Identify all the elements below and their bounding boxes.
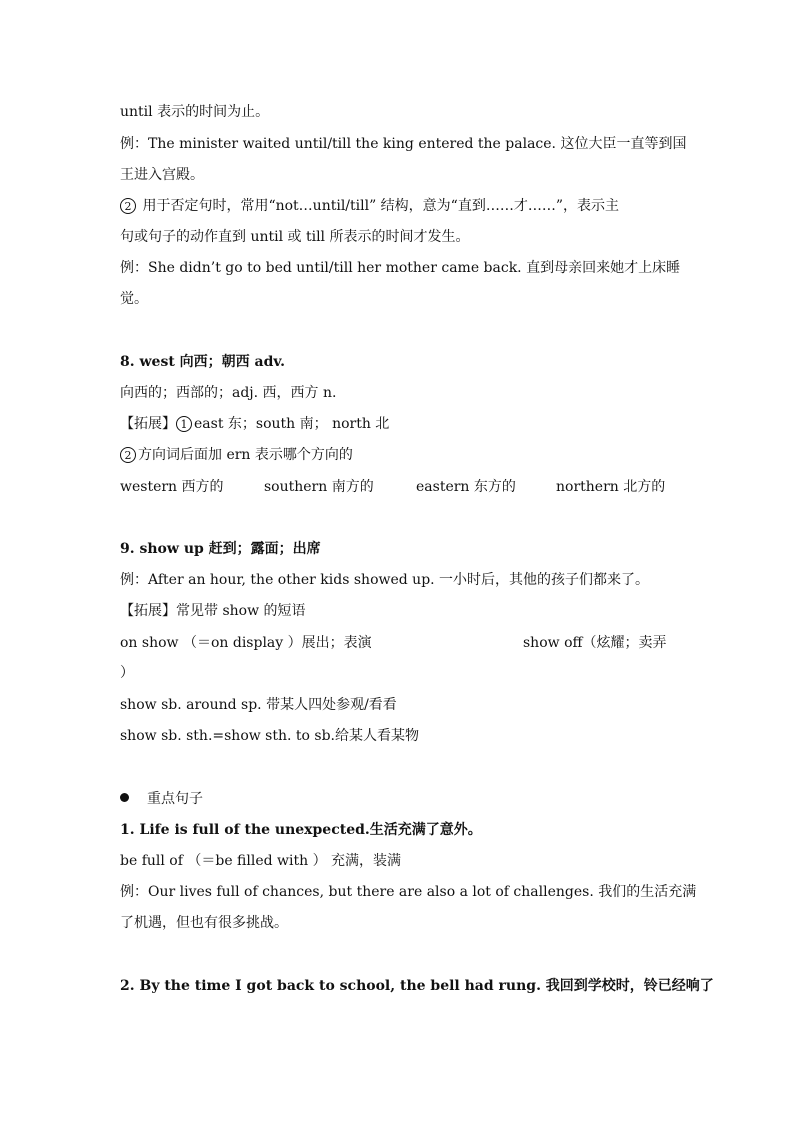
text-line xyxy=(120,196,680,216)
text-line: 王进入宫殿。 xyxy=(120,167,204,183)
text-line xyxy=(120,445,680,465)
direction-word: eastern 东方的 xyxy=(416,479,516,495)
phrase-item: show sb. around sp. 带某人四处参观/看看 xyxy=(120,697,397,713)
sentence-heading: 2. By the time I got back to school, the bell had rung. 我回到学校时，铃已经响了 xyxy=(120,978,714,994)
text-line: 【拓展】常见带 show 的短语 xyxy=(120,603,306,619)
phrase-item: show sb. sth.=show sth. to sb.给某人看某物 xyxy=(120,728,420,744)
bullet-icon xyxy=(120,793,129,802)
text-line: 句或句子的动作直到 until 或 till 所表示的时间才发生。 xyxy=(120,229,470,245)
text-span: 方向词后面加 ern 表示哪个方向的 xyxy=(138,447,353,463)
entry-heading: 9. show up 赶到；露面；出席 xyxy=(120,541,321,557)
text-line: 向西的；西部的；adj. 西，西方 n. xyxy=(120,385,337,401)
circled-number: 2 xyxy=(120,447,136,463)
direction-word: western 西方的 xyxy=(120,479,224,495)
direction-word: southern 南方的 xyxy=(264,479,374,495)
text-span: 【拓展】 xyxy=(120,416,176,432)
text-line: 觉。 xyxy=(120,291,148,307)
phrase-item: show off（炫耀；卖弄 xyxy=(523,635,667,651)
entry-heading: 8. west 向西；朝西 adv. xyxy=(120,354,286,370)
example-line: 例：After an hour, the other kids showed up. 一小时后，其他的孩子们都来了。 xyxy=(120,572,650,588)
text-span: 用于否定句时，常用“not…until/till” 结构，意为“直到……才……”，表示主 xyxy=(138,198,619,214)
section-title: 重点句子 xyxy=(147,791,203,807)
circled-number: 1 xyxy=(176,416,192,432)
phrase-item: on show （＝on display ）展出；表演 xyxy=(120,635,372,651)
text-span: east 东；south 南； north 北 xyxy=(194,416,390,432)
text-line: until 表示的时间为止。 xyxy=(120,104,270,120)
example-line: 例：The minister waited until/till the king entered the palace. 这位大臣一直等到国 xyxy=(120,136,687,152)
sentence-heading: 1. Life is full of the unexpected.生活充满了意外。 xyxy=(120,822,482,838)
text-line: ） xyxy=(120,665,134,681)
direction-word: northern 北方的 xyxy=(556,479,666,495)
example-line: 例：Our lives full of chances, but there are also a lot of challenges. 我们的生活充满 xyxy=(120,884,697,900)
text-line xyxy=(120,414,680,434)
text-line: 了机遇，但也有很多挑战。 xyxy=(120,915,288,931)
circled-number: 2 xyxy=(120,198,136,214)
text-line: be full of （＝be filled with ） 充满，装满 xyxy=(120,853,402,869)
example-line: 例：She didn’t go to bed until/till her mother came back. 直到母亲回来她才上床睡 xyxy=(120,260,681,276)
section-heading xyxy=(120,789,680,809)
